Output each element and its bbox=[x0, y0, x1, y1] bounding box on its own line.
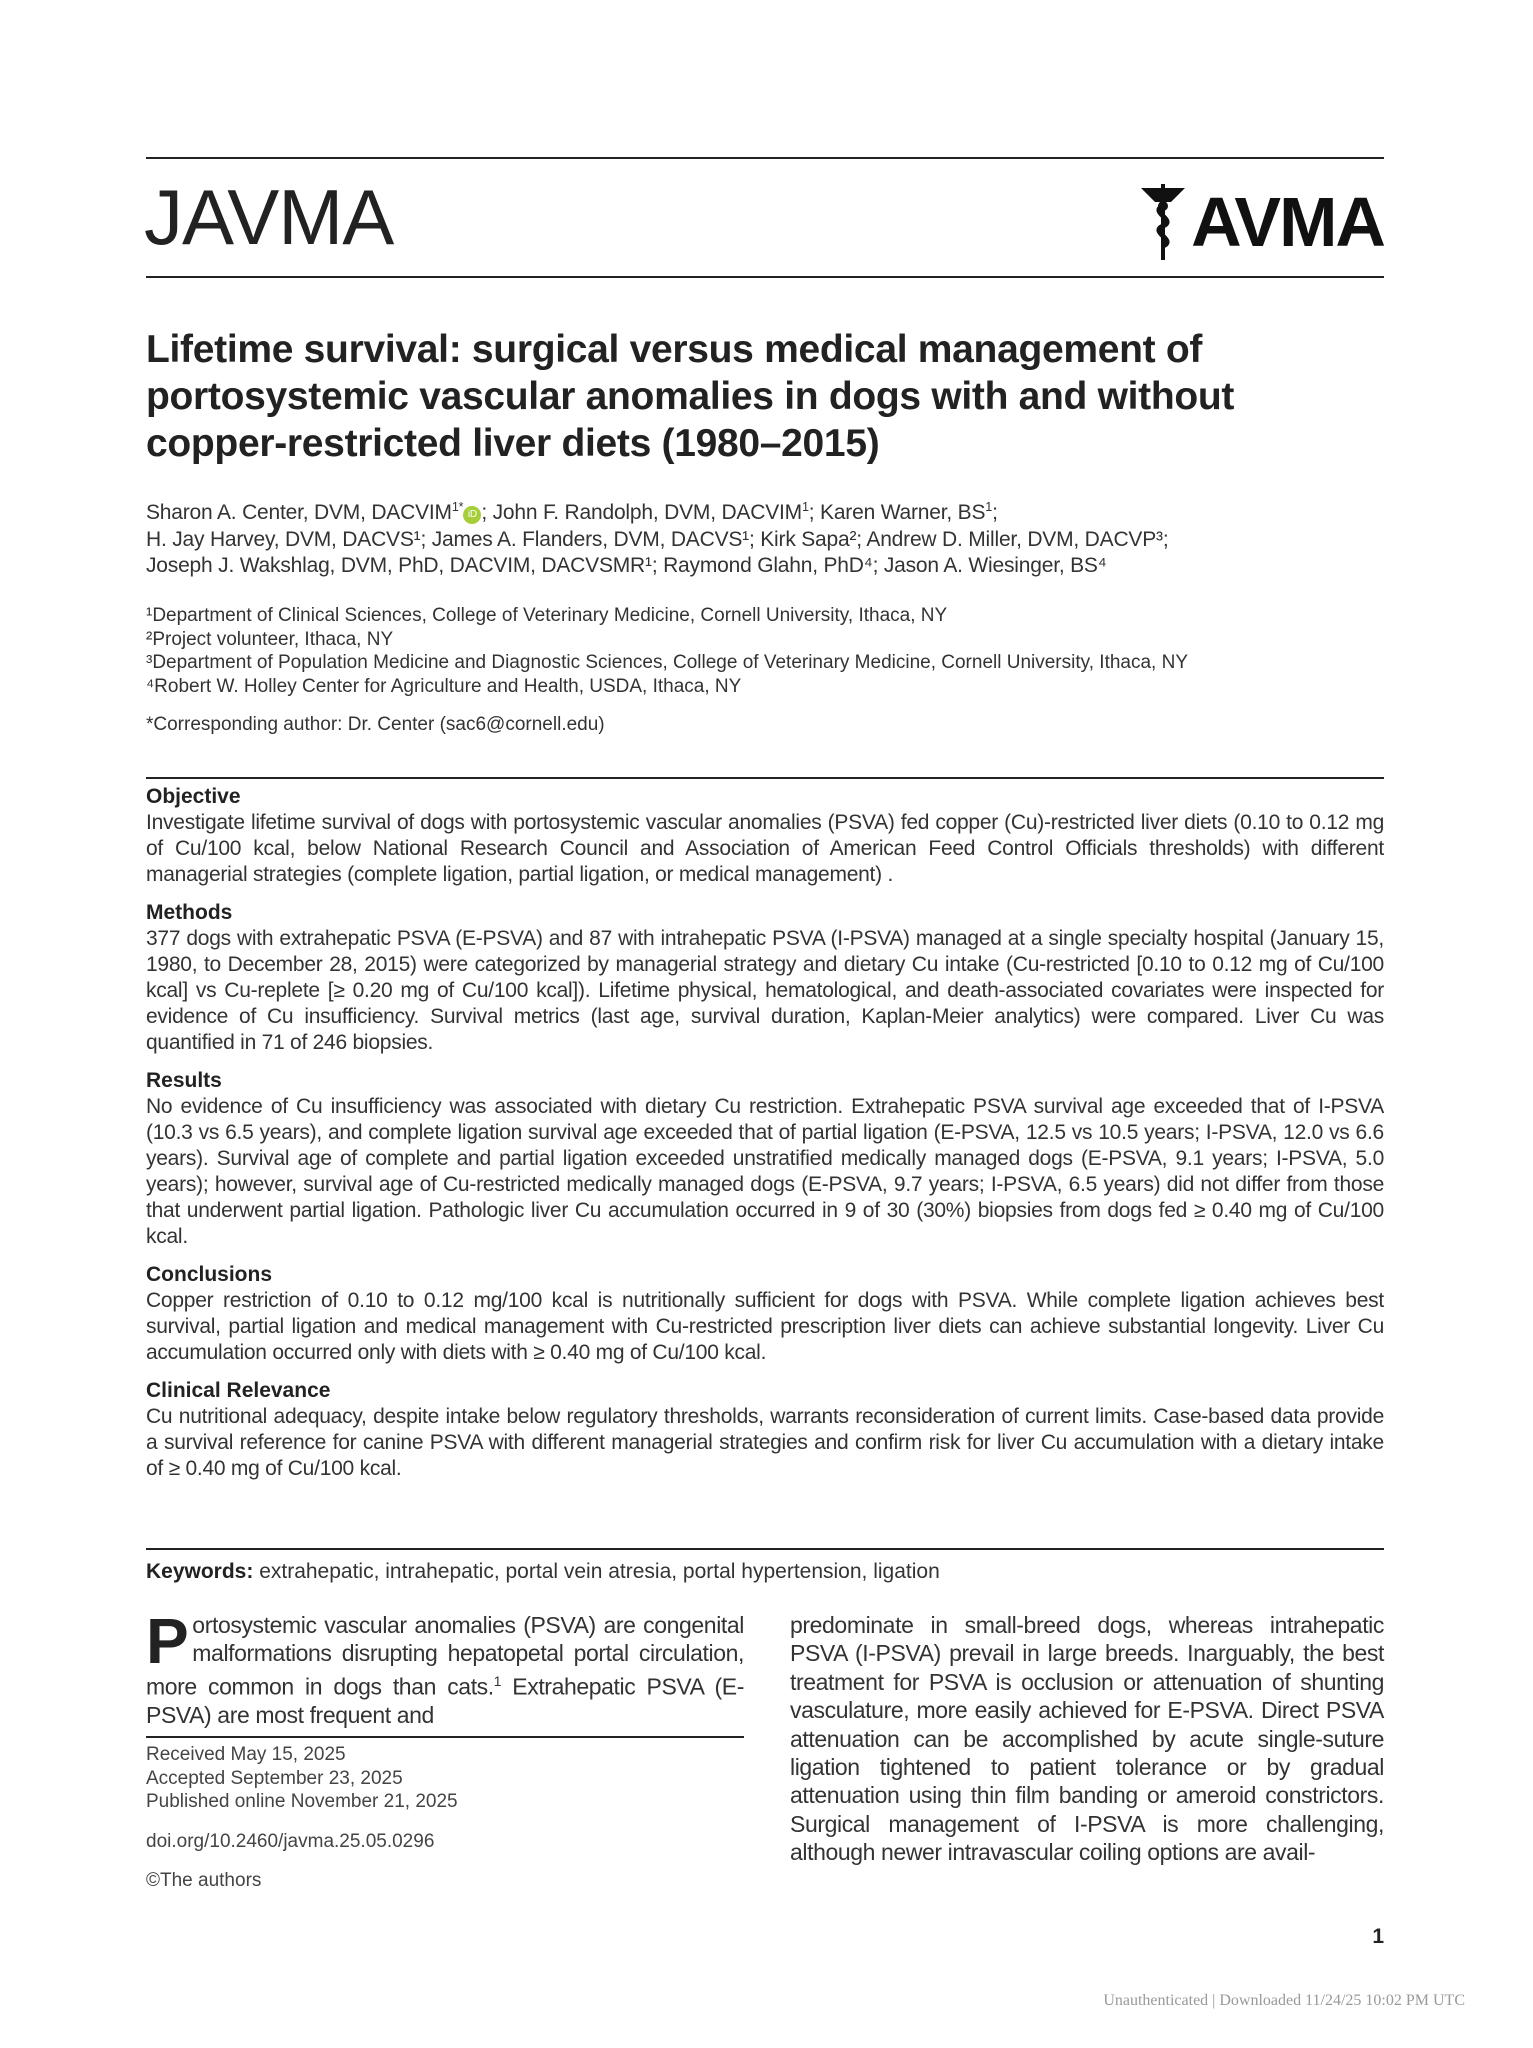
section-text: 377 dogs with extrahepatic PSVA (E-PSVA) and 87 with intrahepatic PSVA (I-PSVA) managed at a single specialty hospital (January 15, 1980, to December 28, 2015) were categorized by managerial strategy and dietary Cu intake (Cu-restricted [0.10 to 0.12 mg of Cu/100 kcal] vs Cu-replete [≥ 0.20 mg of Cu/100 kcal]). Lifetime physical, hematological, and death-associated covariates were inspected for evidence of Cu insufficiency. Survival metrics (last age, survival duration, Kaplan-Meier analytics) were compared. Liver Cu was quantified in 71 of 246 biopsies. bbox=[146, 927, 1384, 1054]
keywords-label: Keywords: bbox=[146, 1560, 254, 1583]
journal-name: JAVMA bbox=[144, 173, 394, 261]
header-bottom-rule bbox=[146, 276, 1384, 278]
section-heading: Results bbox=[146, 1069, 222, 1092]
affiliation: ²Project volunteer, Ithaca, NY bbox=[146, 628, 394, 650]
author-line-1 bbox=[146, 494, 1396, 527]
section-text: Investigate lifetime survival of dogs with portosystemic vascular anomalies (PSVA) fed copper (Cu)-restricted liver diets (0.10 to 0.12 mg of Cu/100 kcal, below National Research Council and Association of American Feed Control Officials thresholds) with different managerial strategies (complete ligation, partial ligation, or medical management) . bbox=[146, 811, 1384, 886]
abstract bbox=[146, 784, 1384, 1494]
article-title: Lifetime survival: surgical versus medical management of portosystemic vascular anomalies in dogs with and without copper-restricted liver diets (1980–2015) bbox=[146, 328, 1235, 465]
body-text: Extrahepatic PSVA (E-PSVA) are most frequent and bbox=[146, 1673, 744, 1728]
header-top-rule bbox=[146, 157, 1384, 159]
section-heading: Clinical Relevance bbox=[146, 1379, 331, 1402]
affiliation-marker: 1 bbox=[801, 500, 809, 514]
body-column-left bbox=[146, 1605, 744, 1729]
abstract-clinical-relevance bbox=[146, 1378, 1384, 1482]
author-line-2: H. Jay Harvey, DVM, DACVS¹; James A. Flanders, DVM, DACVS¹; Kirk Sapa²; Andrew D. Miller, DVM, DACVP³; bbox=[146, 527, 1169, 551]
body-text: ortosystemic vascular anomalies (PSVA) are congenital malformations disrupting hepatopetal portal circulation, more common in dogs than cats. bbox=[146, 1612, 744, 1700]
published-date: Published online November 21, 2025 bbox=[146, 1791, 458, 1812]
abstract-methods bbox=[146, 900, 1384, 1056]
section-heading: Objective bbox=[146, 785, 241, 808]
affiliation-marker: 1 bbox=[985, 500, 993, 514]
body-column-right: predominate in small-breed dogs, whereas intrahepatic PSVA (I-PSVA) prevail in large breeds. Inarguably, the best treatment for PSVA is occlusion or attenuation of shunting vasculature, more easily achieved for E-PSVA. Direct PSVA attenuation can be accomplished by acute single-suture ligation tightened to patient tolerance or by gradual attenuation using thin film banding or ameroid constrictors. Surgical management of I-PSVA is more challenging, although newer intravascular coiling options are avail- bbox=[790, 1612, 1384, 1866]
orcid-icon[interactable]: iD bbox=[463, 506, 481, 524]
author-name: ; John F. Randolph, DVM, DACVIM bbox=[481, 501, 802, 524]
accepted-date: Accepted September 23, 2025 bbox=[146, 1767, 403, 1789]
author-name: Sharon A. Center, DVM, DACVIM bbox=[146, 501, 452, 524]
received-date: Received May 15, 2025 bbox=[146, 1744, 346, 1765]
copyright: ©The authors bbox=[146, 1870, 262, 1891]
affiliations bbox=[146, 604, 1396, 698]
affiliation: ³Department of Population Medicine and Diagnostic Sciences, College of Veterinary Medicine, Cornell University, Ithaca, NY bbox=[146, 652, 1188, 673]
abstract-results bbox=[146, 1068, 1384, 1250]
drop-cap: P bbox=[146, 1605, 189, 1677]
avma-logo-text: AVMA bbox=[1191, 183, 1384, 261]
section-heading: Conclusions bbox=[146, 1263, 273, 1286]
keywords-text: extrahepatic, intrahepatic, portal vein atresia, portal hypertension, ligation bbox=[253, 1560, 940, 1583]
author-name: ; Karen Warner, BS bbox=[808, 501, 986, 524]
affiliation-marker: 1* bbox=[451, 500, 464, 514]
page-number: 1 bbox=[1372, 1925, 1384, 1948]
affiliation: ⁴Robert W. Holley Center for Agriculture and Health, USDA, Ithaca, NY bbox=[146, 675, 742, 697]
author-line-3: Joseph J. Wakshlag, DVM, PhD, DACVIM, DACVSMR¹; Raymond Glahn, PhD⁴; Jason A. Wiesinger, BS⁴ bbox=[146, 554, 1107, 577]
section-heading: Methods bbox=[146, 901, 233, 924]
section-text: Cu nutritional adequacy, despite intake below regulatory thresholds, warrants reconsideration of current limits. Case-based data provide a survival reference for canine PSVA with different managerial strategies and confirm risk for liver Cu accumulation with a dietary intake of ≥ 0.40 mg of Cu/100 kcal. bbox=[146, 1405, 1384, 1480]
article-meta bbox=[146, 1743, 458, 1893]
doi-link[interactable]: doi.org/10.2460/javma.25.05.0296 bbox=[146, 1830, 435, 1852]
section-text: Copper restriction of 0.10 to 0.12 mg/100 kcal is nutritionally sufficient for dogs with PSVA. While complete ligation achieves best survival, partial ligation and medical management with Cu-restricted prescription liver diets can achieve substantial longevity. Liver Cu accumulation occurred only with diets with ≥ 0.40 mg of Cu/100 kcal. bbox=[146, 1289, 1384, 1364]
section-text: No evidence of Cu insufficiency was associated with dietary Cu restriction. Extrahepatic PSVA survival age exceeded that of I-PSVA (10.3 vs 6.5 years), and complete ligation survival age exceeded that of partial ligation (E-PSVA, 12.5 vs 10.5 years; I-PSVA, 12.0 vs 6.6 years). Survival age of complete and partial ligation exceeded unstratified medically managed dogs (E-PSVA, 9.1 years; I-PSVA, 5.0 years); however, survival age of Cu-restricted medically managed dogs (E-PSVA, 9.7 years; I-PSVA, 6.5 years) did not differ from those that underwent partial ligation. Pathologic liver Cu accumulation occurred in 9 of 30 (30%) biopsies from dogs fed ≥ 0.40 mg of Cu/100 kcal. bbox=[146, 1095, 1384, 1248]
avma-logo bbox=[1141, 184, 1384, 260]
keywords bbox=[146, 1560, 940, 1584]
caduceus-icon bbox=[1141, 184, 1185, 260]
abstract-bottom-rule bbox=[146, 1548, 1384, 1550]
meta-rule bbox=[146, 1736, 744, 1738]
abstract-conclusions bbox=[146, 1262, 1384, 1366]
download-watermark: Unauthenticated | Downloaded 11/24/25 10:02 PM UTC bbox=[1103, 1992, 1465, 2009]
separator: ; bbox=[992, 501, 998, 524]
abstract-objective bbox=[146, 784, 1384, 888]
corresponding-author: *Corresponding author: Dr. Center (sac6@cornell.edu) bbox=[146, 714, 605, 735]
author-list bbox=[146, 494, 1396, 580]
affiliation: ¹Department of Clinical Sciences, College of Veterinary Medicine, Cornell University, Ithaca, NY bbox=[146, 605, 948, 626]
reference-link[interactable]: 1 bbox=[493, 1673, 502, 1689]
abstract-top-rule bbox=[146, 777, 1384, 779]
